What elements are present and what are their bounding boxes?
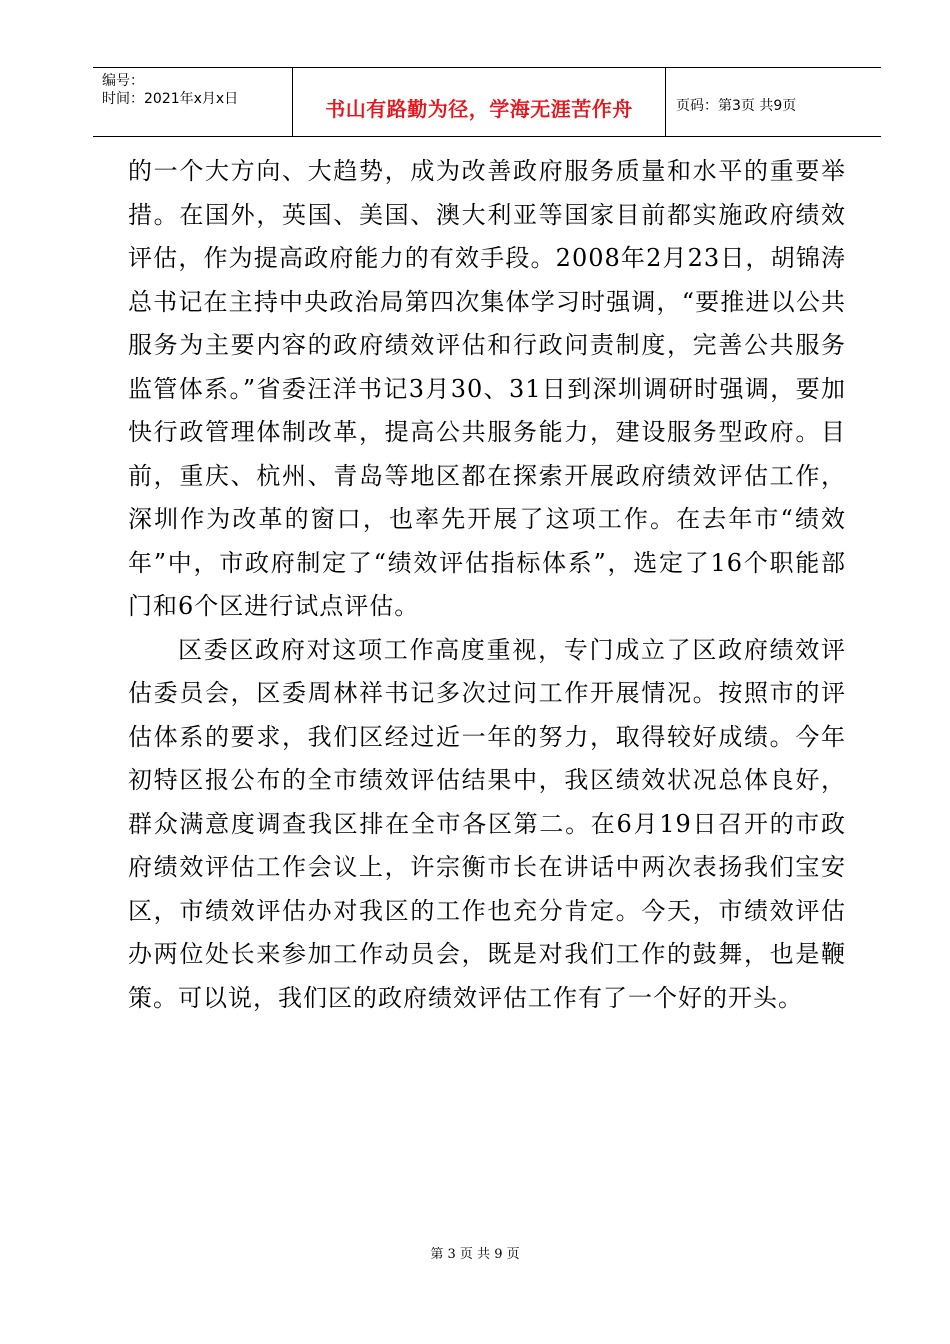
header-motto: 书山有路勤为径，学海无涯苦作舟 — [325, 97, 633, 121]
page-footer: 第 3 页 共 9 页 — [430, 1247, 520, 1262]
body-paragraph-2: 区委区政府对这项工作高度重视，专门成立了区政府绩效评估委员会，区委周林祥书记多次过问工作开展情况。按照市的评估体系的要求，我们区经过近一年的努力，取得较好成绩。今年初特区报公布的全市绩效评估结果中，我区绩效状况总体良好，群众满意度调查我区排在全市各区第二。在6月19日召开的市政府绩效评估工作会议上，许宗衡市长在讲话中两次表扬我们宝安区，市绩效评估办对我区的工作也充分肯定。今天，市绩效评估办两位处长来参加工作动员会，既是对我们工作的鼓舞，也是鞭策。可以说，我们区的政府绩效评估工作有了一个好的开头。 — [128, 635, 846, 1012]
body-paragraph-1: 的一个大方向、大趋势，成为改善政府服务质量和水平的重要举措。在国外，英国、美国、澳大利亚等国家目前都实施政府绩效评估，作为提高政府能力的有效手段。2008年2月23日，胡锦涛总书记在主持中央政治局第四次集体学习时强调，“要推进以公共服务为主要内容的政府绩效评估和行政问责制度，完善公共服务监管体系。”省委汪洋书记3月30、31日到深圳调研时强调，要加快行政管理体制改革，提高公共服务能力，建设服务型政府。目前，重庆、杭州、青岛等地区都在探索开展政府绩效评估工作，深圳作为改革的窗口，也率先开展了这项工作。在去年市“绩效年”中，市政府制定了“绩效评估指标体系”，选定了16个职能部门和6个区进行试点评估。 — [128, 157, 846, 620]
document-time-label: 时间：2021年x月x日 — [102, 91, 239, 107]
document-number-label: 编号： — [102, 73, 144, 89]
header-page-code: 页码：第3页 共9页 — [676, 98, 797, 114]
header-page-cell — [666, 68, 881, 136]
document-body — [128, 150, 846, 1020]
header-motto-cell — [293, 68, 666, 136]
page-header — [93, 67, 881, 137]
header-info-cell — [93, 68, 293, 136]
